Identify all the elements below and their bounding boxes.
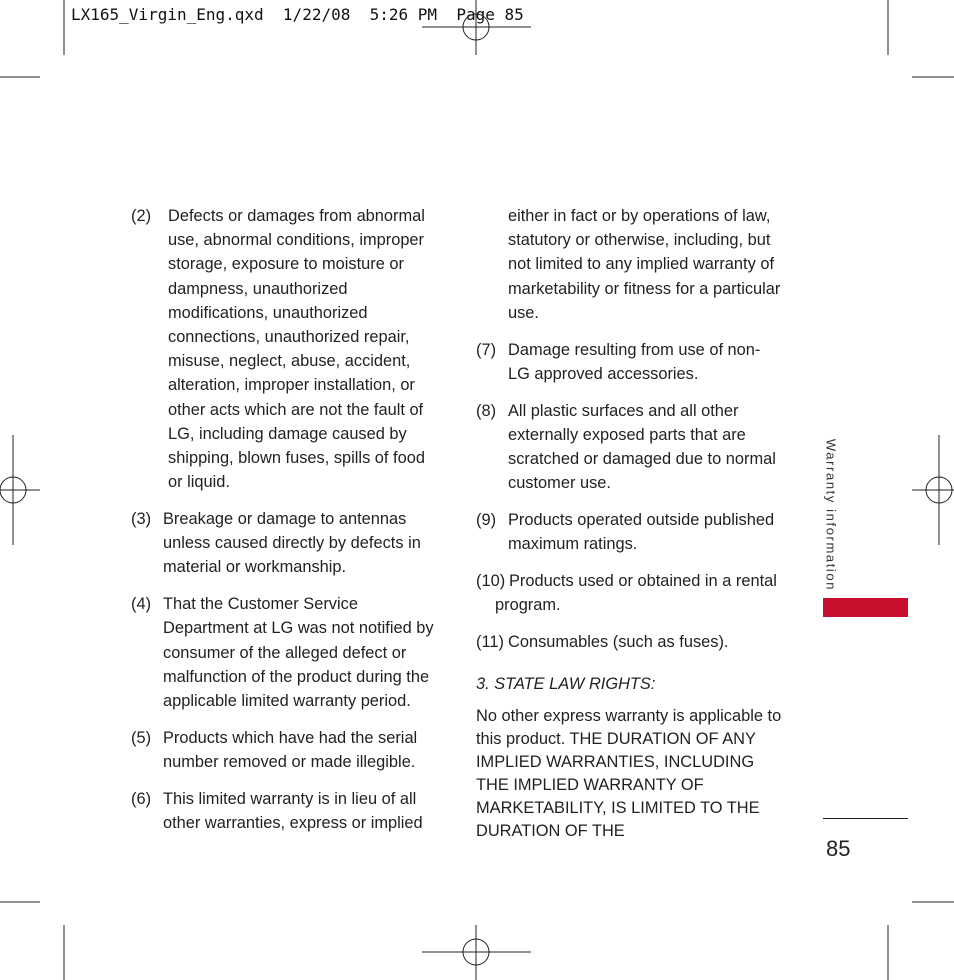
section-paragraph: No other express warranty is applicable to this product. THE DURATION OF ANY IMPLIED WARRANTIES, INCLUDING THE IMPLIED WARRANTY OF MARKETABILITY, IS LIMITED TO THE DURATION OF THE — [476, 707, 782, 841]
registration-mark-left — [0, 435, 40, 545]
page-number-rule — [823, 818, 908, 819]
list-item — [131, 507, 436, 580]
item-continuation: either in fact or by operations of law, statutory or otherwise, including, but not limited to any implied warranty of marketability or fitness for a particular use. — [508, 207, 781, 322]
list-item — [476, 569, 782, 617]
list-item — [476, 399, 782, 496]
list-item — [476, 508, 782, 556]
item-text: Defects or damages from abnormal use, abnormal conditions, improper storage, exposure to moisture or dampness, unauthorized modifications, unauthorized connections, unauthorized repair, misuse, neglect, abuse, accident, alteration, improper installation, or other acts which are not the fault of LG, including damage caused by shipping, blown fuses, spills of food or liquid. — [168, 207, 425, 492]
section-side-label: Warranty information — [823, 438, 839, 592]
item-number: (7) — [476, 340, 497, 359]
page-number: 85 — [826, 836, 851, 861]
list-item — [476, 630, 782, 654]
list-item — [131, 592, 436, 713]
item-text: Breakage or damage to antennas unless caused directly by defects in material or workmanship. — [163, 510, 421, 577]
left-column — [131, 204, 436, 848]
item-number: (6) — [131, 789, 152, 808]
list-item — [131, 726, 436, 774]
item-number: (8) — [476, 401, 497, 420]
item-number: (5) — [131, 728, 152, 747]
list-item — [476, 338, 782, 386]
item-text: That the Customer Service Department at LG was not notified by consumer of the alleged defect or malfunction of the product during the applicable limited warranty period. — [163, 595, 434, 711]
list-item — [131, 204, 436, 494]
registration-mark-right — [912, 435, 954, 545]
registration-mark-top — [422, 0, 531, 55]
section-heading: 3. STATE LAW RIGHTS: — [476, 675, 656, 694]
item-number: (9) — [476, 511, 497, 530]
list-item — [131, 787, 436, 835]
item-text: Products which have had the serial number removed or made illegible. — [163, 728, 418, 772]
item-number: (10) — [476, 572, 506, 591]
item-number: (4) — [131, 595, 152, 614]
right-column — [476, 204, 782, 843]
item-number: (2) — [131, 207, 152, 225]
item-text: Products used or obtained in a rental program. — [495, 572, 777, 615]
item-text: Products operated outside published maximum ratings. — [508, 511, 775, 554]
item-number: (3) — [131, 510, 152, 529]
item-number: (11) — [476, 633, 504, 652]
item-text: All plastic surfaces and all other externally exposed parts that are scratched or damaged due to normal customer use. — [508, 401, 776, 493]
item-text: Consumables (such as fuses). — [508, 633, 729, 652]
print-slug: LX165_Virgin_Eng.qxd 1/22/08 5:26 PM Page 85 — [71, 5, 524, 24]
section-color-tab — [823, 598, 908, 617]
item-text: Damage resulting from use of non-LG approved accessories. — [508, 340, 761, 383]
registration-mark-bottom — [422, 925, 531, 980]
item-text: This limited warranty is in lieu of all other warranties, express or implied — [163, 789, 423, 833]
